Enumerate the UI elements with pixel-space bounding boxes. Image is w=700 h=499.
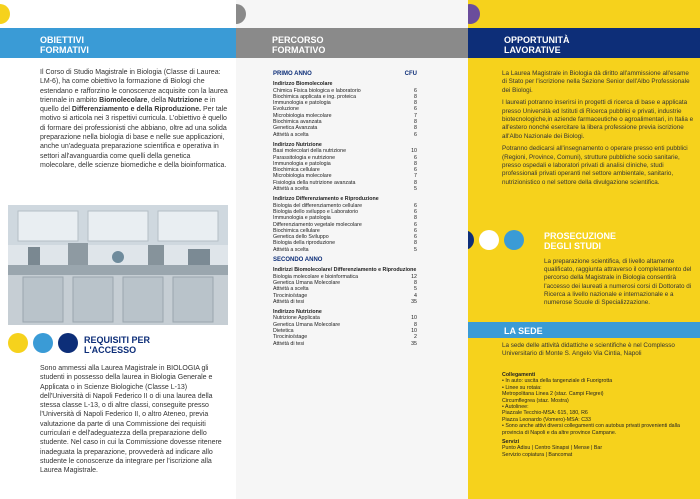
panel-obiettivi [0, 0, 236, 499]
course-cfu: 8 [414, 279, 417, 286]
bold-differenziamento: Differenziamento e della Riproduzione. [71, 106, 202, 114]
course-name: Immunologia e patologia [273, 215, 331, 222]
obiettivi-text [40, 68, 228, 170]
text-fragment: , della [147, 96, 169, 104]
course-name: Dietetica [273, 327, 294, 334]
course-cfu: 35 [411, 340, 417, 347]
yellow-dot [8, 333, 28, 353]
decor-dots [8, 333, 78, 353]
course-cfu: 6 [414, 208, 417, 215]
course-cfu: 8 [414, 240, 417, 247]
servizi-item: Servizio copiatura | Bancomat [502, 451, 573, 458]
course-row [273, 132, 417, 138]
course-cfu: 8 [414, 321, 417, 328]
blue-dot [33, 333, 53, 353]
percorso-title [266, 30, 325, 55]
course-name: Attività a scelta [273, 246, 309, 253]
course-cfu: 8 [414, 93, 417, 100]
course-cfu: 12 [411, 273, 417, 280]
bold-nutrizione: Nutrizione [168, 96, 203, 104]
course-name: Biochimica cellulare [273, 227, 320, 234]
course-name: Biologia del differenziamento cellulare [273, 202, 363, 209]
course-name: Biologia molecolare e bioinformatica [273, 273, 359, 280]
opportunita-paragraph: Potranno dedicarsi all'insegnamento o operare presso enti pubblici (Regioni, Province, Comuni), strutture pubbliche socio sanitarie, presso ospedali e laboratori privati di analisi cliniche, studi professionali privati operanti nel settore ambientale, sanitario, nutrizionistico o nel settore della divulgazione scientifica. [502, 145, 688, 186]
curriculum-title: Indirizzo Biomolecolare [273, 81, 333, 88]
collegamenti-item: Piazza Leonardo (Vomero)-MSA: C33 [502, 416, 591, 423]
collegamenti-item: • In auto: uscita della tangenziale di Fuorigrotta [502, 378, 613, 385]
blue-dot [504, 230, 524, 250]
collegamenti-title: Collegamenti [502, 372, 536, 378]
sede-text: La sede delle attività didattiche e scientifiche è nel Complesso Universitario di Monte S. Angelo Via Cintia, Napoli [502, 342, 675, 357]
requisiti-title-line1: REQUISITI PER [84, 335, 151, 345]
course-cfu: 6 [414, 106, 417, 113]
course-name: Biochimica avanzata [273, 119, 322, 126]
requisiti-text: Sono ammessi alla Laurea Magistrale in BIOLOGIA gli studenti in possesso della laurea in Biologia Generale e Applicata o in Scienze Biologiche (Classe L-13) dell'Università di Napoli Federico II o di una laurea della stessa classe L-13, o di altre classi, conseguite presso l'Università di Napoli Federico II, o altro Ateneo, previa valutazione da parte di una Commissione dei requisiti curriculari e dell'adeguatezza della preparazione dello studente. Nel caso in cui la Commissione dovesse ritenere inadeguata la preparazione, provvederà ad indicare allo studente le conoscenze da integrare per l'iscrizione alla Laurea Magistrale. [40, 365, 222, 475]
grey-dot [236, 4, 246, 24]
collegamenti-item: • Autolinee: [502, 404, 529, 411]
decor-dots [468, 4, 480, 24]
navy-dot [468, 230, 474, 250]
requisiti-title [84, 335, 150, 355]
collegamenti-item: • Sono anche attivi diversi collegamenti con autobus privati provenienti dalla provincia di Napoli e da altre province Campane. [502, 423, 680, 436]
prosecuzione-title-line1: PROSECUZIONE [544, 231, 617, 241]
course-name: Evoluzione [273, 106, 299, 113]
course-name: Parassitologia e nutrizione [273, 154, 336, 161]
obiettivi-title [34, 30, 89, 55]
course-cfu: 8 [414, 160, 417, 167]
course-cfu: 7 [414, 173, 417, 180]
navy-dot [58, 333, 78, 353]
course-name: Immunologia e patologia [273, 160, 331, 167]
course-cfu: 10 [411, 315, 417, 322]
collegamenti-item: Piazzale Tecchio-MSA: 615, 180, R6 [502, 410, 588, 417]
course-name: Attività a scelta [273, 186, 309, 193]
opportunita-text [502, 70, 694, 187]
percorso-title-line1: PERCORSO [272, 35, 324, 45]
decor-dots [2, 4, 10, 24]
course-cfu: 6 [414, 221, 417, 228]
text-fragment: e in quello del [40, 96, 216, 114]
course-name: Microbiologia molecolare [273, 112, 332, 119]
course-name: Biologia dello sviluppo e Laboratorio [273, 208, 359, 215]
course-name: Biochimica applicata e ing. proteica [273, 93, 357, 100]
panel-opportunita [468, 0, 700, 499]
prosecuzione-title-line2: DEGLI STUDI [544, 241, 602, 251]
course-cfu: 6 [414, 234, 417, 241]
servizi-title: Servizi [502, 439, 520, 446]
course-cfu: 6 [414, 154, 417, 161]
collegamenti-item: Circumflegrea (staz. Mostra) [502, 397, 569, 404]
course-cfu: 4 [414, 292, 417, 299]
collegamenti [502, 372, 694, 458]
course-cfu: 35 [411, 298, 417, 305]
course-name: Microbiologia molecolare [273, 173, 332, 180]
opportunita-title-line1: OPPORTUNITÀ [504, 35, 570, 45]
requisiti-title-line2: L'ACCESSO [84, 345, 137, 355]
percorso-title-line2: FORMATIVO [272, 45, 326, 55]
bold-biomolecolare: Biomolecolare [99, 96, 148, 104]
course-cfu: 7 [414, 112, 417, 119]
course-name: Attività di tesi [273, 298, 305, 305]
course-name: Tirocinio/stage [273, 334, 308, 341]
course-cfu: 8 [414, 179, 417, 186]
course-cfu: 8 [414, 119, 417, 126]
collegamenti-item: Metropolitana Linea 2 (staz. Campi Flegrei) [502, 391, 604, 398]
course-name: Attività a scelta [273, 131, 309, 138]
course-cfu: 5 [414, 286, 417, 293]
prosecuzione-text: La preparazione scientifica, di livello altamente qualificato, raggiunta attraverso il completamento del percorso della Magistrale in Biologia consentirà l'accesso dei laureati a numerosi corsi di Dottorato di Ricerca a livello nazionale e internazionale e a numerose Scuole di Specializzazione. [544, 258, 692, 307]
course-row [273, 341, 417, 347]
curriculum-title: Indirizzo Differenziamento e Riproduzione [273, 196, 379, 203]
course-name: Nutrizione Applicata [273, 315, 320, 322]
purple-dot [468, 4, 480, 24]
curriculum-title: Indirizzo Nutrizione [273, 309, 322, 316]
course-name: Genetica Umana Molecolare [273, 279, 341, 286]
decor-dots [468, 230, 524, 250]
course-cfu: 10 [411, 148, 417, 155]
lab-photo [8, 205, 228, 325]
yellow-dot [0, 4, 10, 24]
decor-dots [238, 4, 246, 24]
curriculum-title: Indirizzi Biomolecolare/ Differenziamento e Riproduzione [273, 267, 417, 274]
course-name: Differenziamento vegetale molecolare [273, 221, 362, 228]
opportunita-title [498, 30, 570, 55]
course-name: Biologia della riproduzione [273, 240, 336, 247]
course-name: Attività a scelta [273, 286, 309, 293]
course-name: Genetica dello Sviluppo [273, 234, 329, 241]
course-row [273, 299, 417, 305]
course-name: Immunologia e patologia [273, 100, 331, 107]
opportunita-title-line2: LAVORATIVE [504, 45, 561, 55]
opportunita-paragraph: La Laurea Magistrale in Biologia dà diritto all'ammissione all'esame di Stato per l'iscrizione nella Sezione Senior dell'Albo Professionale dei Biologi. [502, 70, 690, 94]
course-name: Biochimica cellulare [273, 167, 320, 174]
year-title: PRIMO ANNO [273, 71, 312, 77]
course-cfu: 6 [414, 87, 417, 94]
course-name: Tirocinio/stage [273, 292, 308, 299]
study-plan [273, 70, 417, 347]
course-cfu: 8 [414, 125, 417, 132]
cfu-label: CFU [404, 71, 417, 77]
year-heading [273, 257, 417, 263]
obiettivi-title-line1: OBIETTIVI [40, 35, 85, 45]
year-heading [273, 71, 417, 77]
sede-title: LA SEDE [504, 326, 543, 336]
intro-text: Il Corso di Studio Magistrale in Biologia (Classe di Laurea: LM-6), ha come obiettivo la formazione di Biologi che estendano e rafforzino le conoscenze acquisite con la laurea triennale in ambito [40, 69, 228, 104]
course-cfu: 6 [414, 131, 417, 138]
course-name: Fisiologia della nutrizione avanzata [273, 179, 356, 186]
collegamenti-item: • Linee su rotaia: [502, 384, 542, 391]
course-cfu: 2 [414, 334, 417, 341]
servizi-item: Punto Adisu | Centro Sinapsi | Mense | Bar [502, 445, 603, 452]
course-name: Genetica Umana Molecolare [273, 321, 341, 328]
course-name: Chimica Fisica biologica e laboratorio [273, 87, 361, 94]
opportunita-paragraph: I laureati potranno inserirsi in progetti di ricerca di base e applicata presso Università ed Istituti di Ricerca pubblici e privati, industrie biotecnologiche,in aziende farmaceutiche o agroalimentari, in Italia e all'estero nonché esercitare la libera professione previa iscrizione all'Albo Nazionale dei Biologi. [502, 99, 694, 140]
curriculum-title: Indirizzo Nutrizione [273, 141, 322, 148]
course-row [273, 186, 417, 192]
course-name: Attività di tesi [273, 340, 305, 347]
obiettivi-title-line2: FORMATIVI [40, 45, 89, 55]
course-cfu: 8 [414, 100, 417, 107]
panel-percorso [236, 0, 468, 499]
course-cfu: 10 [411, 327, 417, 334]
text-rest: Per tale motivo si articola nei 3 rispettivi curricula. L'obiettivo è quello di formare dei professionisti che abbiano, oltre ad una solida preparazione nella biologia di base e nelle sue applicazioni, anche un'adeguata preparazione scientifica e operativa in settori all'avanguardia come quelli della genetica molecolare, delle scienze biomediche e della bioinformatica. [40, 106, 228, 169]
course-cfu: 6 [414, 227, 417, 234]
course-cfu: 6 [414, 167, 417, 174]
white-dot [479, 230, 499, 250]
course-name: Genetica Avanzata [273, 125, 318, 132]
course-cfu: 6 [414, 202, 417, 209]
course-cfu: 5 [414, 186, 417, 193]
prosecuzione-title [544, 231, 616, 251]
course-cfu: 5 [414, 246, 417, 253]
year-title: SECONDO ANNO [273, 257, 323, 264]
course-cfu: 8 [414, 215, 417, 222]
course-name: Basi molecolari della nutrizione [273, 148, 347, 155]
